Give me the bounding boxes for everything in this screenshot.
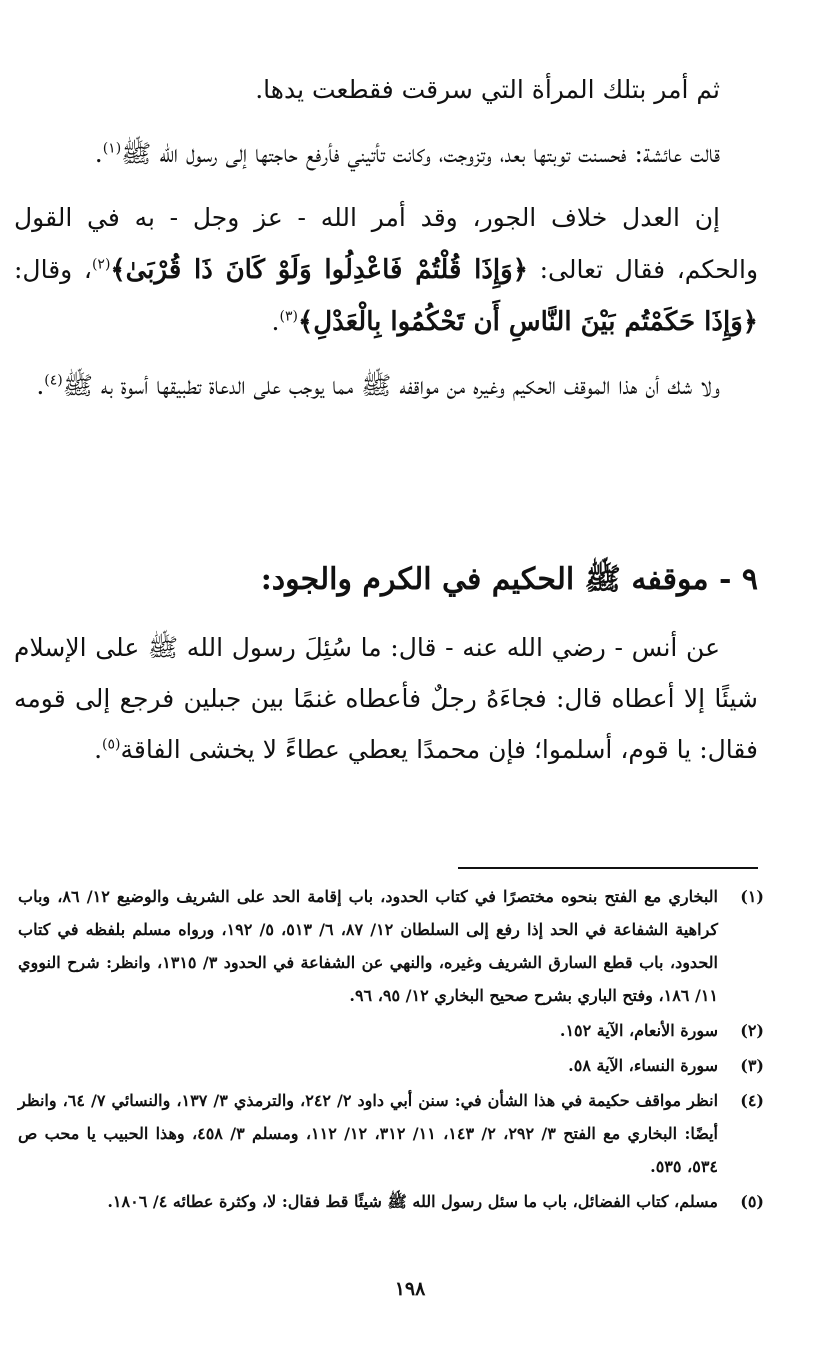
footnote-ref-5[interactable]: (٥) [102,736,121,753]
footnote-number: (١) [740,887,764,906]
paragraph-3-text-a: إن العدل خلاف الجور، وقد أمر الله - عز وجل - به في القول والحكم، فقال تعالى: [14,203,759,284]
section-paragraph [14,622,758,775]
paragraph-3-end: . [271,307,280,336]
paragraph-3 [14,192,758,348]
page-number: ١٩٨ [394,1278,426,1300]
section-paragraph-text: عن أنس - رضي الله عنه - قال: ما سُئِلَ رسول الله ﷺ على الإسلام شيئًا إلا أعطاه قال: فجاءَهُ رجلٌ فأعطاه غنمًا بين جبلين فرجع إلى قومه فقال: يا قوم، أسلموا؛ فإن محمدًا يعطي عطاءً لا يخشى الفاقة [14,633,758,764]
footnote-number: (٤) [740,1091,764,1110]
footnote-number: (٣) [740,1056,764,1075]
paragraph-4 [14,360,758,412]
footnote-ref-4[interactable]: (٤) [44,372,63,389]
paragraph-4-end: . [36,371,45,400]
footnote-ref-2[interactable]: (٢) [91,256,111,273]
footnote-text: سورة النساء، الآية ٥٨. [568,1056,718,1075]
footnote-ref-3[interactable]: (٣) [279,308,298,325]
footnote-1 [18,880,764,1012]
footnote-divider [458,867,758,869]
footnote-2 [18,1014,764,1047]
paragraph-2 [14,128,758,180]
paragraph-1 [14,64,758,116]
paragraph-1-text: ثم أمر بتلك المرأة التي سرقت فقطعت يدها. [255,75,720,104]
paragraph-2-text: قالت عائشة: فحسنت توبتها بعد، وتزوجت، وكانت تأتيني فأرفع حاجتها إلى رسول الله ﷺ [121,139,720,168]
paragraph-2-end: . [94,139,103,168]
footnote-4 [18,1084,764,1183]
section-heading: ٩ - موقفه ﷺ الحكيم في الكرم والجود: [260,562,758,597]
main-text [14,64,758,424]
paragraph-3-text-b: ، وقال: [14,255,92,284]
paragraph-4-text: ولا شك أن هذا الموقف الحكيم وغيره من مواقفه ﷺ مما يوجب على الدعاة تطبيقها أسوة به ﷺ [62,371,720,400]
footnote-text: البخاري مع الفتح بنحوه مختصرًا في كتاب الحدود، باب إقامة الحد على الشريف والوضيع ١٢/ ٨٦، وباب كراهية الشفاعة في الحد إذا رفع إلى السلطان ١٢/ ٨٧، ٦/ ٥١٣، ٥/ ١٩٢، ورواه مسلم بلفظه في كتاب الحدود، باب قطع السارق الشريف وغيره، والنهي عن الشفاعة في الحدود ٣/ ١٣١٥، وانظر: شرح النووي ١١/ ١٨٦، وفتح الباري بشرح صحيح البخاري ١٢/ ٩٥، ٩٦. [18,887,719,1005]
footnote-5 [18,1185,764,1218]
section-paragraph-end: . [94,735,103,764]
footnote-text: سورة الأنعام، الآية ١٥٢. [559,1021,718,1040]
quran-verse-1: ﴿وَإِذَا قُلْتُمْ فَاعْدِلُوا وَلَوْ كَانَ ذَا قُرْبَىٰ﴾ [110,255,528,285]
footnote-number: (٢) [740,1021,764,1040]
footnote-3 [18,1049,764,1082]
footnote-text: مسلم، كتاب الفضائل، باب ما سئل رسول الله ﷺ شيئًا قط فقال: لا، وكثرة عطائه ٤/ ١٨٠٦. [107,1192,718,1211]
quran-verse-2: ﴿وَإِذَا حَكَمْتُم بَيْنَ النَّاسِ أَن تَحْكُمُوا بِالْعَدْلِ﴾ [297,307,758,337]
footnote-ref-1[interactable]: (١) [102,140,122,157]
footnote-number: (٥) [740,1192,764,1211]
footnotes [18,880,764,1220]
footnote-text: انظر مواقف حكيمة في هذا الشأن في: سنن أبي داود ٢/ ٢٤٢، والترمذي ٣/ ١٣٧، والنسائي ٧/ ٦٤، وانظر أيضًا: البخاري مع الفتح ٣/ ٢٩٢، ٢/ ١٤٣، ١١/ ٣١٢، ١٢/ ١١٢، ومسلم ٣/ ٤٥٨، وهذا الحبيب يا محب ص ٥٣٤، ٥٣٥. [18,1091,719,1176]
